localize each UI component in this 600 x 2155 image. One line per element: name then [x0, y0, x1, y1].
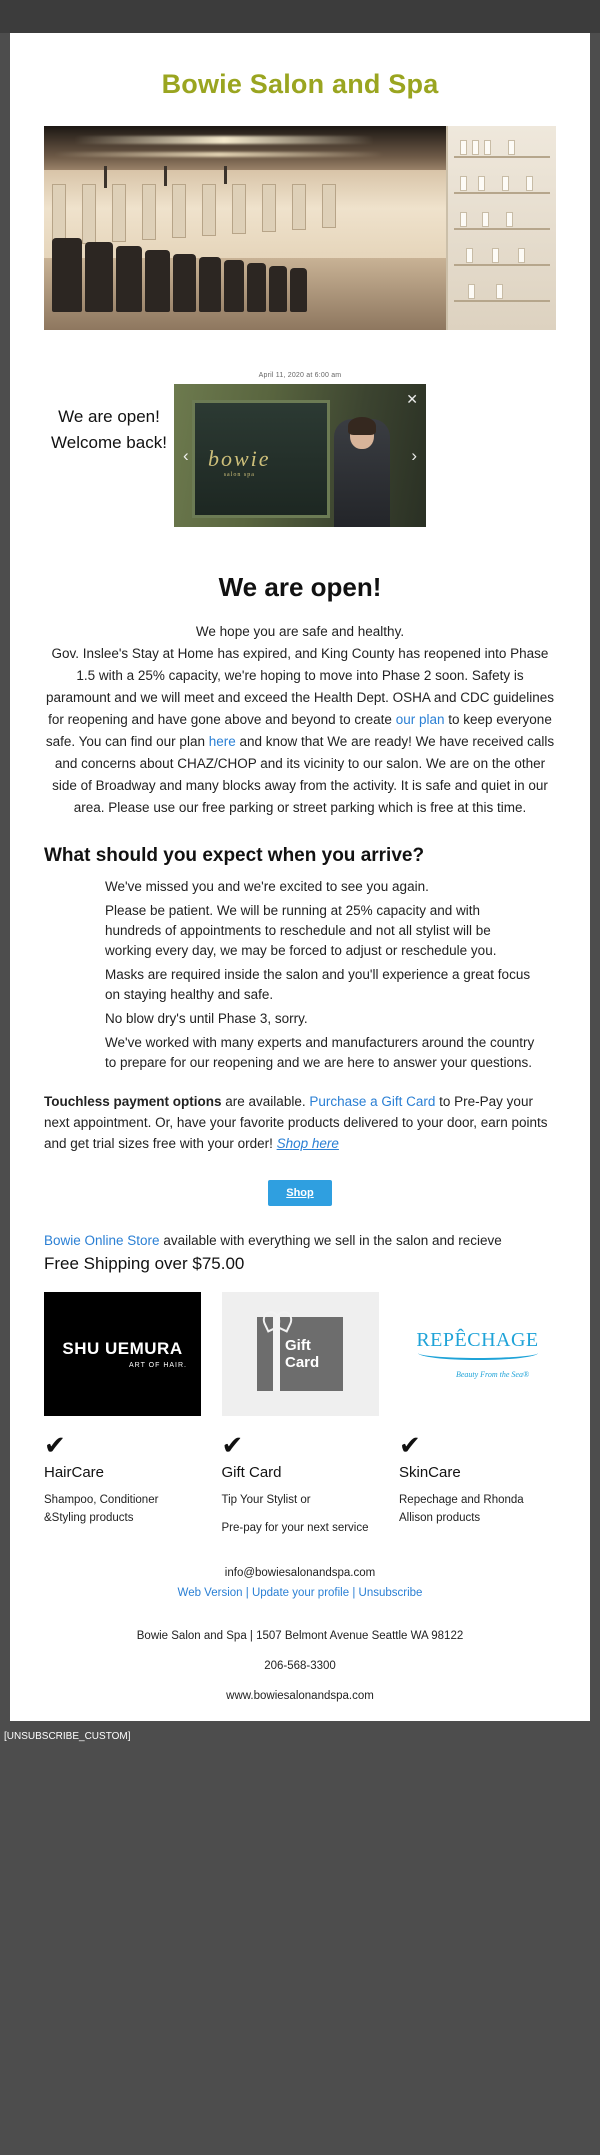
card-haircare[interactable] [44, 1292, 201, 1537]
card-desc-line1: Tip Your Stylist or [221, 1494, 311, 1506]
payment-paragraph [44, 1091, 556, 1154]
list-item: Please be patient. We will be running at 25% capacity and with hundreds of appointments to reschedule and not all stylist will be working every day, we may be forced to adjust or reschedule you. [105, 903, 497, 958]
business-address: Bowie Salon and Spa | 1507 Belmont Avenue Seattle WA 98122 [136, 1630, 464, 1642]
open-message [44, 404, 174, 456]
styling-chairs [52, 222, 382, 312]
card-desc-line2: Allison products [399, 1512, 481, 1524]
main-headline: We are open! [218, 572, 382, 602]
bowie-sign-sub: salon spa [223, 472, 255, 478]
unsubscribe-link[interactable]: Unsubscribe [358, 1587, 423, 1599]
card-title: HairCare [44, 1464, 105, 1481]
storefront-photo [174, 384, 426, 527]
bow-icon [263, 1309, 291, 1327]
shu-uemura-tagline: ART OF HAIR. [128, 1362, 187, 1369]
card-title: SkinCare [399, 1464, 461, 1481]
email-footer [44, 1563, 556, 1711]
online-store-text: available with everything we sell in the salon and recieve [159, 1233, 502, 1248]
card-desc-line2: Pre-pay for your next service [221, 1522, 369, 1534]
card-desc-line1: Repechage and Rhonda [399, 1494, 524, 1506]
email-body [10, 33, 590, 1721]
salon-interior-image [44, 126, 556, 330]
prev-arrow-icon[interactable]: ‹ [183, 445, 189, 465]
list-item: We've worked with many experts and manufacturers around the country to prepare for our reopening and we are here to answer your questions. [105, 1035, 535, 1070]
photo-timestamp: April 11, 2020 at 6:00 am [258, 372, 342, 379]
list-item: Masks are required inside the salon and you'll experience a great focus on staying healthy and safe. [105, 967, 531, 1002]
link-separator-2: | [352, 1587, 356, 1599]
top-bar [0, 0, 600, 33]
gift-box-shape [257, 1317, 343, 1391]
card-desc-line1: Shampoo, Conditioner [44, 1494, 159, 1506]
payment-text-1: are available. [221, 1094, 310, 1109]
next-arrow-icon[interactable]: › [411, 445, 417, 465]
card-skincare[interactable] [399, 1292, 556, 1537]
open-message-line2: Welcome back! [51, 433, 167, 452]
bowie-online-store-link[interactable]: Bowie Online Store [44, 1233, 160, 1248]
bowie-sign-text: bowie [208, 446, 271, 471]
card-desc-line2: &Styling products [44, 1512, 134, 1524]
phone-number: 206-568-3300 [264, 1660, 336, 1672]
expect-list [65, 877, 535, 1073]
intro-line-2: Gov. Inslee's Stay at Home has expired, and King County has reopened into Phase 1.5 with a 25% capacity, we're hoping to move into Phase 2 soon. Safety is paramount and we will meet and exceed the Health Dept. OSHA and CDC guidelines for reopening and have gone above and beyond to create [45, 646, 555, 727]
expect-heading: What should you expect when you arrive? [44, 845, 425, 866]
card-description [44, 1491, 201, 1527]
gift-card-image [222, 1292, 379, 1416]
product-shelf [446, 126, 556, 330]
intro-line-3: to keep everyone safe. You can find our plan [45, 712, 552, 749]
bowie-sign [208, 446, 271, 478]
online-store-line [44, 1230, 556, 1252]
shop-button[interactable]: Shop [268, 1180, 332, 1206]
card-title: Gift Card [221, 1464, 282, 1481]
free-shipping-text: Free Shipping over $75.00 [44, 1254, 245, 1273]
intro-paragraph [44, 621, 556, 819]
shu-uemura-name: SHU UEMURA [62, 1339, 183, 1358]
check-icon: ✔ [221, 1430, 244, 1460]
contact-email: info@bowiesalonandspa.com [224, 1567, 376, 1579]
light-strip [74, 136, 374, 144]
shu-uemura-logo-image [44, 1292, 201, 1416]
footer-address-block [44, 1621, 556, 1711]
product-cards [44, 1292, 556, 1537]
open-message-line1: We are open! [58, 407, 160, 426]
our-plan-link[interactable]: our plan [395, 712, 445, 727]
link-separator-1: | [245, 1587, 249, 1599]
web-version-link[interactable]: Web Version [177, 1587, 243, 1599]
intro-line-1: We hope you are safe and healthy. [195, 624, 405, 639]
touchless-payment-bold: Touchless payment options [44, 1094, 222, 1109]
page-title: Bowie Salon and Spa [161, 69, 439, 99]
list-item: We've missed you and we're excited to see you again. [105, 879, 429, 894]
check-icon: ✔ [399, 1430, 421, 1460]
footer-links [44, 1583, 556, 1603]
card-description [399, 1491, 556, 1527]
person-hair [348, 417, 376, 435]
purchase-gift-card-link[interactable]: Purchase a Gift Card [309, 1094, 436, 1109]
card-description [222, 1491, 379, 1537]
here-link[interactable]: here [208, 734, 236, 749]
shop-button-wrap [10, 1180, 590, 1206]
reopen-announcement-section [44, 372, 556, 542]
website-url: www.bowiesalonandspa.com [226, 1690, 374, 1702]
payment-text-2: to Pre-Pay your next appointment. Or, have your favorite products delivered to your door, earn points and get trial sizes free with your order! [44, 1094, 548, 1151]
gift-card-label-1: Gift [285, 1337, 311, 1354]
repechage-name: REPÊCHAGE [416, 1329, 539, 1351]
shop-here-link[interactable]: Shop here [276, 1136, 339, 1151]
photo-card [174, 372, 426, 527]
update-profile-link[interactable]: Update your profile [251, 1587, 350, 1599]
light-strip-2 [54, 152, 384, 157]
hero-image-wrap [44, 126, 556, 330]
gift-card-label-2: Card [285, 1354, 320, 1371]
wave-shape [418, 1346, 538, 1360]
intro-line-4: and know that We are ready! We have received calls and concerns about CHAZ/CHOP and its vicinity to our salon. We are on the other side of Broadway and many blocks away from the activity. It is safe and quiet in our area. Please use our free parking or street parking which is free at this time. [52, 734, 555, 815]
card-gift-card[interactable] [222, 1292, 379, 1537]
list-item: No blow dry's until Phase 3, sorry. [105, 1011, 308, 1026]
repechage-logo-image [399, 1292, 556, 1416]
close-icon[interactable]: ✕ [406, 391, 418, 407]
check-icon: ✔ [44, 1430, 66, 1460]
repechage-tagline: Beauty From the Sea® [455, 1370, 530, 1379]
unsubscribe-custom-token: [UNSUBSCRIBE_CUSTOM] [4, 1731, 131, 1742]
